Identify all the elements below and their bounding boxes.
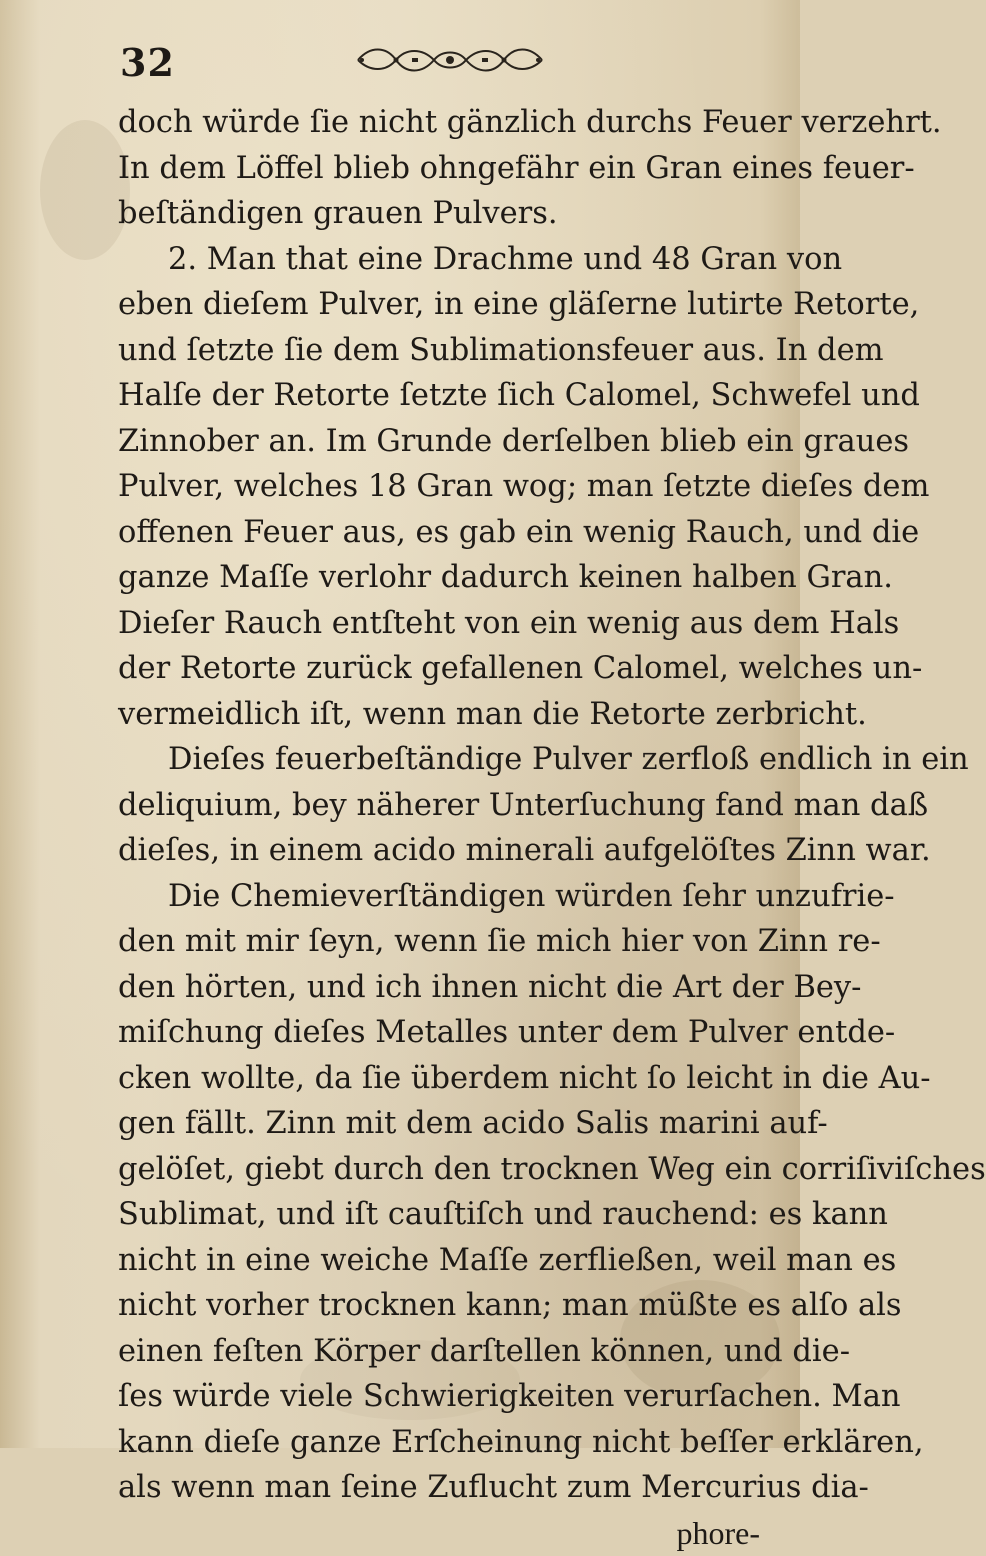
text-line: vermeidlich iſt, wenn man die Retorte zerbricht. [118, 692, 778, 738]
text-line: deliquium, bey näherer Unterſuchung fand man daß [118, 783, 778, 829]
text-line: eben dieſem Pulver, in eine gläſerne lutirte Retorte, [118, 282, 778, 328]
text-line: ganze Maſſe verlohr dadurch keinen halben Gran. [118, 555, 778, 601]
text-line: Pulver, welches 18 Gran wog; man ſetzte dieſes dem [118, 464, 778, 510]
headpiece-ornament [350, 42, 550, 78]
text-line: Sublimat, und iſt cauſtiſch und rauchend: es kann [118, 1192, 778, 1238]
text-line: gen fällt. Zinn mit dem acido Salis marini auf- [118, 1101, 778, 1147]
text-line: miſchung dieſes Metalles unter dem Pulver entde- [118, 1010, 778, 1056]
text-line: ſes würde viele Schwierigkeiten verurſachen. Man [118, 1374, 778, 1420]
text-line: Dieſer Rauch entſteht von ein wenig aus dem Hals [118, 601, 778, 647]
text-line: Die Chemieverſtändigen würden ſehr unzufrie- [118, 874, 778, 920]
text-line: und ſetzte ſie dem Sublimationsfeuer aus. In dem [118, 328, 778, 374]
text-line: nicht in eine weiche Maſſe zerfließen, weil man es [118, 1238, 778, 1284]
paper-stain [40, 120, 130, 260]
text-line: dieſes, in einem acido minerali aufgelöſtes Zinn war. [118, 828, 778, 874]
text-line: doch würde ſie nicht gänzlich durchs Feuer verzehrt. [118, 100, 778, 146]
text-line: Zinnober an. Im Grunde derſelben blieb ein graues [118, 419, 778, 465]
text-line: gelöſet, giebt durch den trocknen Weg ein corriſiviſches [118, 1147, 778, 1193]
text-line: Dieſes feuerbeſtändige Pulver zerfloß endlich in ein [118, 737, 778, 783]
page-number: 32 [120, 40, 175, 85]
body-text [118, 100, 778, 1556]
text-line: den mit mir ſeyn, wenn ſie mich hier von Zinn re- [118, 919, 778, 965]
text-line: 2. Man that eine Drachme und 48 Gran von [118, 237, 778, 283]
text-line: einen feſten Körper darſtellen können, und die- [118, 1329, 778, 1375]
text-line: den hörten, und ich ihnen nicht die Art der Bey- [118, 965, 778, 1011]
text-line: beſtändigen grauen Pulvers. [118, 191, 778, 237]
text-line: als wenn man ſeine Zuflucht zum Mercurius dia- [118, 1465, 778, 1511]
text-line: offenen Feuer aus, es gab ein wenig Rauch, und die [118, 510, 778, 556]
catchword: phore- [118, 1511, 778, 1556]
text-line: cken wollte, da ſie überdem nicht ſo leicht in die Au- [118, 1056, 778, 1102]
text-line: der Retorte zurück gefallenen Calomel, welches un- [118, 646, 778, 692]
text-line: nicht vorher trocknen kann; man müßte es alſo als [118, 1283, 778, 1329]
text-line: kann dieſe ganze Erſcheinung nicht beſſer erklären, [118, 1420, 778, 1466]
text-line: In dem Löffel blieb ohngefähr ein Gran eines feuer- [118, 146, 778, 192]
text-line: Halſe der Retorte ſetzte ſich Calomel, Schwefel und [118, 373, 778, 419]
